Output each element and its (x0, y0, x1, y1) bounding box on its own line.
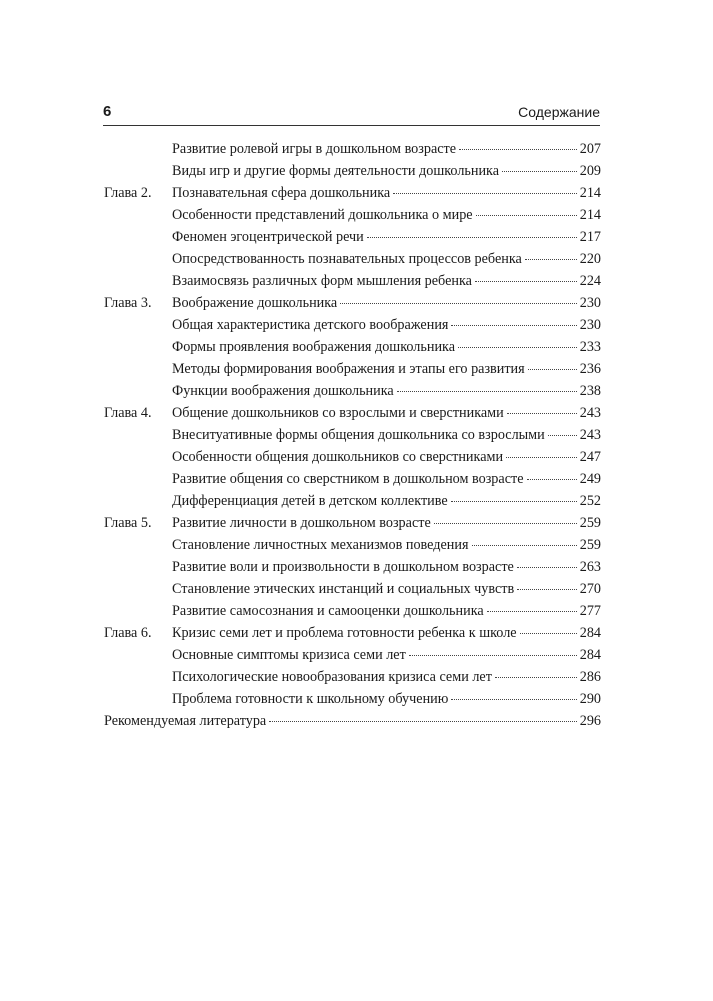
dot-leader (548, 434, 577, 436)
toc-page-number: 230 (579, 295, 601, 311)
toc-entry-line (172, 578, 601, 600)
toc-page-number: 259 (579, 515, 601, 531)
toc-page-number: 277 (579, 603, 601, 619)
toc-entry-line (172, 622, 601, 644)
toc-entry (104, 182, 601, 204)
toc-entry-title: Общение дошкольников со взрослыми и сверстниками (172, 405, 504, 421)
dot-leader (451, 500, 577, 502)
toc-entry-line (172, 424, 601, 446)
toc-entry-title: Виды игр и другие формы деятельности дошкольника (172, 163, 500, 179)
toc-entry (104, 622, 601, 644)
toc-entry-title: Развитие личности в дошкольном возрасте (172, 515, 431, 531)
toc-entry-title: Взаимосвязь различных форм мышления ребенка (172, 273, 472, 289)
toc-entry (104, 600, 601, 622)
dot-leader (506, 456, 577, 458)
dot-leader (520, 632, 577, 634)
toc-entry (104, 666, 601, 688)
toc-entry-title: Общая характеристика детского воображения (172, 317, 449, 333)
toc-chapter-label: Глава 6. (104, 625, 152, 641)
toc-page-number: 209 (579, 163, 601, 179)
toc-entry-title: Развитие самосознания и самооценки дошкольника (172, 603, 484, 619)
toc-page-number: 230 (579, 317, 601, 333)
toc-chapter-label: Глава 4. (104, 405, 152, 421)
dot-leader (340, 302, 576, 304)
toc-entry-line (172, 226, 601, 248)
toc-entry-line (172, 600, 601, 622)
toc-entry-line (172, 358, 601, 380)
dot-leader (269, 720, 576, 722)
toc-entry-title: Феномен эгоцентрической речи (172, 229, 364, 245)
toc-page-number: 238 (579, 383, 601, 399)
toc-page-number: 284 (579, 625, 601, 641)
toc-page-number: 217 (579, 229, 601, 245)
toc-entry-line (172, 270, 601, 292)
toc-entry-title: Воображение дошкольника (172, 295, 338, 311)
toc-entry (104, 336, 601, 358)
toc-entry-line (172, 204, 601, 226)
toc-entry-line (172, 534, 601, 556)
toc-entry (104, 424, 601, 446)
toc-entry-line (172, 314, 601, 336)
dot-leader (527, 478, 577, 480)
toc-entry-title: Развитие ролевой игры в дошкольном возрасте (172, 141, 457, 157)
toc-entry-title: Основные симптомы кризиса семи лет (172, 647, 406, 663)
dot-leader (475, 280, 577, 282)
toc-page-number: 290 (579, 691, 601, 707)
running-head: Содержание (518, 104, 600, 120)
toc-page-number: 286 (579, 669, 601, 685)
toc-entry-title: Особенности представлений дошкольника о мире (172, 207, 473, 223)
dot-leader (507, 412, 577, 414)
toc-entry (104, 160, 601, 182)
toc-entry-title: Опосредствованность познавательных процессов ребенка (172, 251, 522, 267)
toc-entry-line (172, 644, 601, 666)
toc-page-number: 214 (579, 207, 601, 223)
toc-entry (104, 248, 601, 270)
toc-page-number: 243 (579, 427, 601, 443)
toc-entry-title: Методы формирования воображения и этапы его развития (172, 361, 525, 377)
toc-entry-title: Формы проявления воображения дошкольника (172, 339, 456, 355)
toc-entry-title: Психологические новообразования кризиса семи лет (172, 669, 492, 685)
toc-entry-line (172, 490, 601, 512)
toc-page-number: 252 (579, 493, 601, 509)
toc-chapter-label: Глава 5. (104, 515, 152, 531)
toc-page-number: 263 (579, 559, 601, 575)
toc-entry (104, 270, 601, 292)
toc-entry-line (172, 292, 601, 314)
toc-entry (104, 446, 601, 468)
toc-entry-title: Внеситуативные формы общения дошкольника со взрослыми (172, 427, 545, 443)
toc-entry-title: Дифференциация детей в детском коллективе (172, 493, 448, 509)
toc-entry (104, 380, 601, 402)
dot-leader (476, 214, 577, 216)
toc-entry (104, 710, 601, 732)
toc-page-number: 270 (579, 581, 601, 597)
dot-leader (502, 170, 577, 172)
toc-entry-title: Кризис семи лет и проблема готовности ребенка к школе (172, 625, 517, 641)
toc-entry-line (172, 666, 601, 688)
toc-entry (104, 204, 601, 226)
toc-page-number: 220 (579, 251, 601, 267)
toc-entry (104, 292, 601, 314)
dot-leader (451, 698, 576, 700)
table-of-contents (104, 138, 601, 732)
toc-entry (104, 688, 601, 710)
toc-page-number: 236 (579, 361, 601, 377)
toc-page-number: 207 (579, 141, 601, 157)
page-header (103, 103, 600, 126)
toc-entry (104, 556, 601, 578)
toc-page-number: 214 (579, 185, 601, 201)
toc-entry-line (172, 336, 601, 358)
page-number: 6 (103, 103, 112, 120)
toc-page-number: 247 (579, 449, 601, 465)
dot-leader (517, 588, 577, 590)
toc-entry-title: Развитие общения со сверстником в дошкольном возрасте (172, 471, 524, 487)
toc-entry-line (104, 710, 601, 732)
toc-entry (104, 138, 601, 160)
toc-entry-title: Функции воображения дошкольника (172, 383, 394, 399)
dot-leader (451, 324, 576, 326)
toc-page-number: 243 (579, 405, 601, 421)
toc-entry (104, 490, 601, 512)
toc-entry-title: Развитие воли и произвольности в дошкольном возрасте (172, 559, 514, 575)
toc-entry (104, 468, 601, 490)
toc-entry-title: Особенности общения дошкольников со сверстниками (172, 449, 504, 465)
toc-entry-title: Становление этических инстанций и социальных чувств (172, 581, 515, 597)
toc-entry (104, 358, 601, 380)
toc-entry-line (172, 138, 601, 160)
toc-entry-line (172, 380, 601, 402)
toc-entry-title: Познавательная сфера дошкольника (172, 185, 391, 201)
toc-entry-title: Проблема готовности к школьному обучению (172, 691, 449, 707)
dot-leader (409, 654, 577, 656)
toc-entry (104, 534, 601, 556)
toc-page-number: 224 (579, 273, 601, 289)
toc-page-number: 259 (579, 537, 601, 553)
toc-page-number: 233 (579, 339, 601, 355)
toc-entry (104, 512, 601, 534)
toc-chapter-label: Глава 3. (104, 295, 152, 311)
toc-entry-line (172, 688, 601, 710)
toc-chapter-label: Глава 2. (104, 185, 152, 201)
dot-leader (393, 192, 577, 194)
toc-page-number: 296 (579, 713, 601, 729)
toc-entry-title: Становление личностных механизмов поведения (172, 537, 469, 553)
dot-leader (458, 346, 577, 348)
toc-entry-line (172, 402, 601, 424)
dot-leader (397, 390, 577, 392)
dot-leader (525, 258, 577, 260)
toc-entry-line (172, 556, 601, 578)
dot-leader (528, 368, 577, 370)
toc-page-number: 284 (579, 647, 601, 663)
dot-leader (517, 566, 577, 568)
toc-entry-line (172, 248, 601, 270)
toc-entry-title: Рекомендуемая литература (104, 713, 267, 729)
dot-leader (472, 544, 577, 546)
toc-entry (104, 578, 601, 600)
dot-leader (495, 676, 577, 678)
dot-leader (459, 148, 577, 150)
toc-entry-line (172, 446, 601, 468)
toc-entry-line (172, 160, 601, 182)
toc-entry-line (172, 512, 601, 534)
toc-entry (104, 226, 601, 248)
toc-entry (104, 314, 601, 336)
toc-entry-line (172, 182, 601, 204)
toc-entry (104, 644, 601, 666)
toc-entry-line (172, 468, 601, 490)
dot-leader (367, 236, 577, 238)
toc-page-number: 249 (579, 471, 601, 487)
dot-leader (434, 522, 577, 524)
dot-leader (487, 610, 577, 612)
toc-entry (104, 402, 601, 424)
